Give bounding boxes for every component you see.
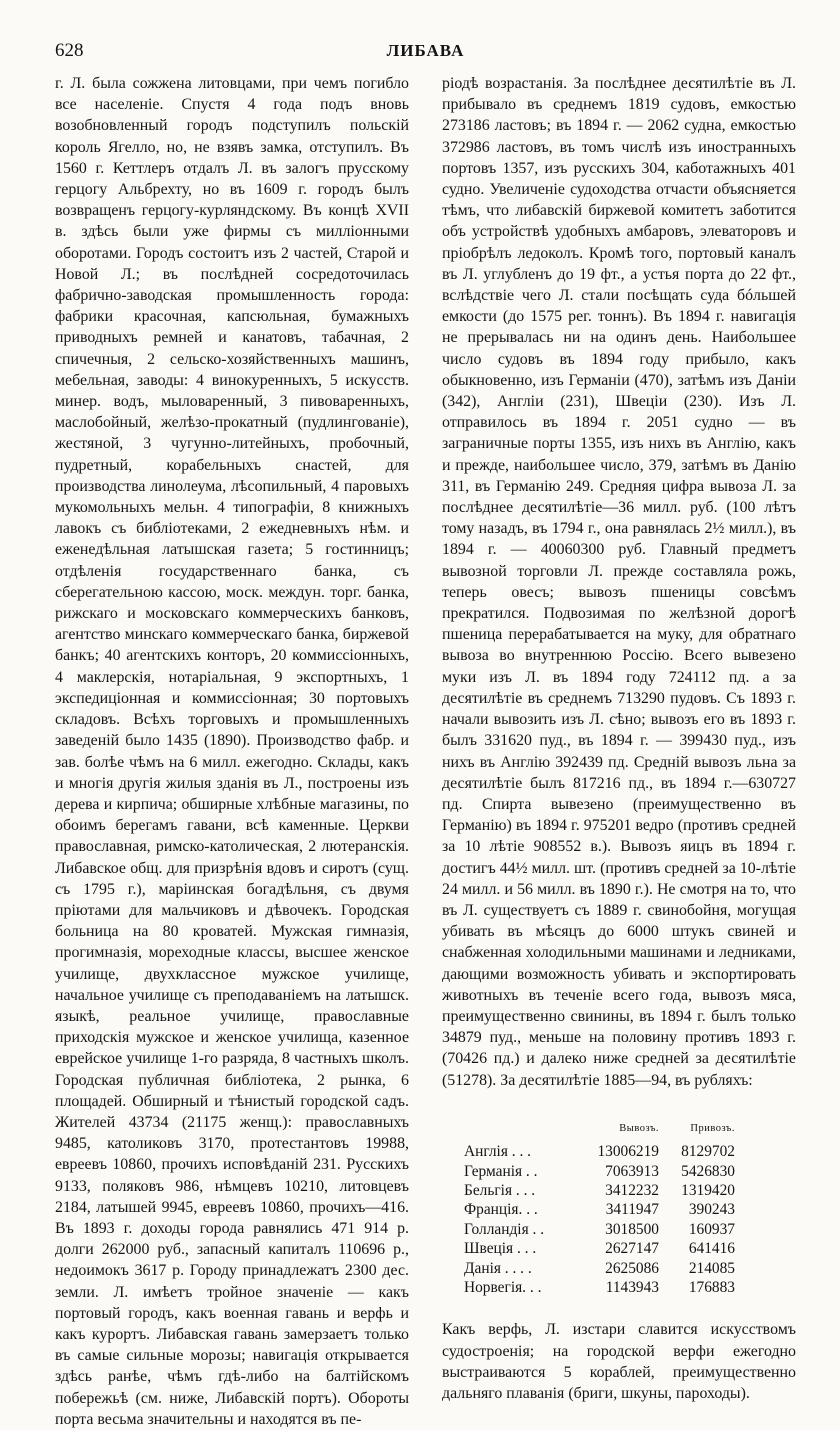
country-name: Швеція . . . <box>464 1240 537 1258</box>
country-name: Бельгія . . . <box>464 1181 536 1199</box>
export-value: 1143943 <box>605 1279 659 1296</box>
table-row <box>464 1200 735 1219</box>
country-name: Англія . . . <box>464 1143 532 1161</box>
export-header: Вывозъ. <box>619 1122 659 1134</box>
table-row <box>464 1220 735 1239</box>
export-value: 2625086 <box>605 1259 659 1277</box>
left-column-text: г. Л. была сожжена литовцами, при чемъ погибло все населеніе. Спустя 4 года подъ вновь возобновленный городъ подступилъ польскій король Ягелло, но, не взявъ замка, отступилъ. Въ 1560 г. Кеттлеръ отдалъ Л. въ залогъ прусскому герцогу Альбрехту, но въ 1609 г. городъ былъ возвращенъ герцогу-курляндскому. Въ концѣ XVII в. здѣсь были уже фирмы съ милліонными оборотами. Городъ состоитъ изъ 2 частей, Старой и Новой Л.; въ послѣдней сосредоточилась фабрично-заводская промышленность города: фабрики красочная, капсюльная, бумажныхъ приводныхъ ремней и канатовъ, табачная, 2 спичечныя, 2 сельско-хозяйственныхъ машинъ, мебельная, заводы: 4 винокуренныхъ, 5 искусств. минер. водъ, мыловаренный, 3 пивоваренныхъ, маслобойный, желѣзо-прокатный (пудлингованіе), жестяной, 3 чугунно-литейныхъ, пробочный, пудретный, корабельныхъ снастей, для производства линолеума, лѣсопильный, 4 паровыхъ мукомольныхъ мельн. 4 типографіи, 8 книжныхъ лавокъ съ библіотеками, 2 ежедневныхъ нѣм. и еженедѣльная латышская газета; 5 гостинницъ; отдѣленія государственнаго банка, съ сберегательною кассою, моск. междун. торг. банка, рижскаго и московскаго коммерческихъ банковъ, агентство минскаго коммерческаго банка, биржевой банкъ; 40 агентскихъ конторъ, 20 коммиссіонныхъ, 4 маклерскія, нотаріальная, 9 экспортныхъ, 1 экспедиціонная и коммиссіонная; 30 портовыхъ складовъ. Всѣхъ торговыхъ и промышленныхъ заведеній было 1435 (1890). Производство фабр. и зав. болѣе чѣмъ на 6 милл. ежегодно. Склады, какъ и многія другія жилыя зданія въ Л., построены изъ дерева и кирпича; обширные хлѣбные магазины, по обоимъ берегамъ гавани, всѣ каменные. Церкви православная, римско-католическая, 2 лютеранскія. Либавское общ. для призрѣнія вдовъ и сиротъ (сущ. съ 1795 г.), маріинская богадѣльня, съ двумя пріютами для мальчиковъ и дѣвочекъ. Городская больница на 80 кроватей. Мужская гимназія, прогимназія, мореходные классы, высшее женское училище, двухклассное мужское училище, начальное училище съ преподаваніемъ на латышск. языкѣ, реальное училище, православные приходскія мужское и женское училища, казенное еврейское училище 1-го разряда, 8 частныхъ школъ. Городская публичная библіотека, 2 рынка, 6 площадей. Обширный и тѣнистый городской садъ. Жителей 43734 (21175 женщ.): православныхъ 9485, католиковъ 3170, протестантовъ 19988, евреевъ 10860, прочихъ исповѣданій 231. Русскихъ 9133, поляковъ 986, нѣмцевъ 10210, литовцевъ 2184, латышей 9945, евреевъ 10860, прочихъ—416. Въ 1893 г. доходы города равнялись 471 914 р. долги 262000 руб., запасный капиталъ 110696 р., недоимокъ 3617 р. Городу принадлежатъ 2300 дес. земли. Л. имѣетъ тройное значеніе — какъ портовый городъ, какъ военная гавань и верфь и какъ курортъ. Либавская гавань замерзаетъ только въ самые сильные морозы; навигація открывается здѣсь ранѣе, чѣмъ гдѣ-либо на балтійскомъ побережьѣ (см. ниже, Либавскій портъ). Обороты порта весьма значительны и находятся въ пе- <box>55 75 409 1428</box>
export-value: 7063913 <box>605 1162 659 1180</box>
import-value: 214085 <box>688 1259 735 1277</box>
right-column-text-bottom: Какъ верфь, Л. изстари славится искусствомъ судостроенія; на городской верфи ежегодно выстраиваются 5 кораблей, преимущественно дальняго плаванія (бриги, шкуны, пароходы). <box>442 1321 796 1403</box>
import-value: 160937 <box>688 1220 735 1238</box>
export-value: 2627147 <box>605 1240 659 1258</box>
import-value: 641416 <box>688 1240 735 1258</box>
trade-table <box>464 1119 735 1298</box>
country-name: Голландія . . <box>464 1220 545 1238</box>
import-header: Привозъ. <box>690 1122 735 1134</box>
table-row <box>464 1278 735 1297</box>
running-title: ЛИБАВА <box>386 41 465 60</box>
import-value: 176883 <box>688 1279 735 1296</box>
country-name: Норвегія. . . <box>464 1279 542 1296</box>
two-column-body <box>55 73 796 1430</box>
page-number: 628 <box>55 40 84 61</box>
export-value: 3411947 <box>605 1201 659 1219</box>
import-value: 1319420 <box>681 1181 735 1199</box>
country-name: Германія . . <box>464 1162 538 1180</box>
table-row <box>464 1162 735 1181</box>
export-value: 3412232 <box>605 1181 659 1199</box>
import-value: 390243 <box>688 1201 735 1219</box>
country-name: Франція. . . <box>464 1201 538 1219</box>
table-row <box>464 1142 735 1161</box>
right-column <box>442 73 796 1430</box>
export-value: 13006219 <box>597 1143 659 1161</box>
export-value: 3018500 <box>605 1220 659 1238</box>
table-row <box>464 1181 735 1200</box>
table-row <box>464 1239 735 1258</box>
right-column-text-top: ріодѣ возрастанія. За послѣднее десятилѣтіе въ Л. прибывало въ среднемъ 1819 судовъ, емкостью 273186 ластовъ; въ 1894 г. — 2062 судна, емкостью 372986 ластовъ, въ томъ числѣ изъ иностранныхъ портовъ 1357, изъ русскихъ 304, каботажныхъ 401 судно. Увеличеніе судоходства отчасти объясняется тѣмъ, что либавскій биржевой комитетъ заботится объ устройствѣ удобныхъ амбаровъ, элеваторовъ и пріобрѣлъ ледоколъ. Кромѣ того, портовый каналъ въ Л. углубленъ до 19 фт., а устья порта до 22 фт., вслѣдствіе чего Л. стали посѣщать суда бóльшей емкости (до 1575 рег. тоннъ). Въ 1894 г. навигація не прерывалась ни на одинъ день. Наибольшее число судовъ въ 1894 году прибыло, какъ обыкновенно, изъ Германіи (470), затѣмъ изъ Даніи (342), Англіи (231), Швеціи (230). Изъ Л. отправилось въ 1894 г. 2051 судно — въ заграничные порты 1355, изъ нихъ въ Англію, какъ и прежде, наибольшее число, 379, затѣмъ въ Данію 311, въ Германію 249. Средняя цифра вывоза Л. за послѣднее десятилѣтіе—36 милл. руб. (100 лѣтъ тому назадъ, въ 1794 г., она равнялась 2½ милл.), въ 1894 г. — 40060300 руб. Главный предметъ вывозной торговли Л. прежде составляла рожь, теперь овесъ; вывозъ пшеницы совсѣмъ прекратился. Подвозимая по желѣзной дорогѣ пшеница перерабатывается на муку, для обратнаго вывоза во внутреннюю Россію. Всего вывезено муки изъ Л. въ 1894 году 724112 пд. а за десятилѣтіе въ среднемъ 713290 пудовъ. Съ 1893 г. начали вывозить изъ Л. сѣно; вывозъ его въ 1893 г. былъ 331620 пуд., въ 1894 г. — 399430 пуд., изъ нихъ въ Англію 392439 пд. Средній вывозъ льна за десятилѣтіе былъ 817216 пд., въ 1894 г.—630727 пд. Спирта вывезено (преимущественно въ Германію) въ 1894 г. 975201 ведро (противъ средней за 10 лѣтіе 908552 в.). Вывозъ яицъ въ 1894 г. достигъ 44½ милл. шт. (противъ средней за 10-лѣтіе 24 милл. и 56 милл. въ 1890 г.). Не смотря на то, что въ Л. существуетъ съ 1889 г. свинобойня, могущая убивать въ мѣсяцъ до 6000 штукъ свиней и снабженная холодильными машинами и ледниками, дающими возможность убивать и экспортировать животныхъ въ теченіе всего года, вывозъ мяса, преимущественно свинины, въ 1894 г. былъ только 34879 пуд., меньше на половину противъ 1893 г. (70426 пд.) и далеко ниже средней за десятилѣтіе (51278). За десятилѣтіе 1885—94, въ рубляхъ: <box>442 75 796 1089</box>
trade-table-header <box>464 1119 735 1142</box>
country-name: Данія . . . . <box>464 1259 532 1277</box>
page-header <box>55 40 796 70</box>
trade-table-wrapper <box>442 1119 796 1298</box>
left-column <box>55 73 409 1430</box>
import-value: 8129702 <box>681 1143 735 1161</box>
import-value: 5426830 <box>681 1162 735 1180</box>
table-row <box>464 1259 735 1278</box>
